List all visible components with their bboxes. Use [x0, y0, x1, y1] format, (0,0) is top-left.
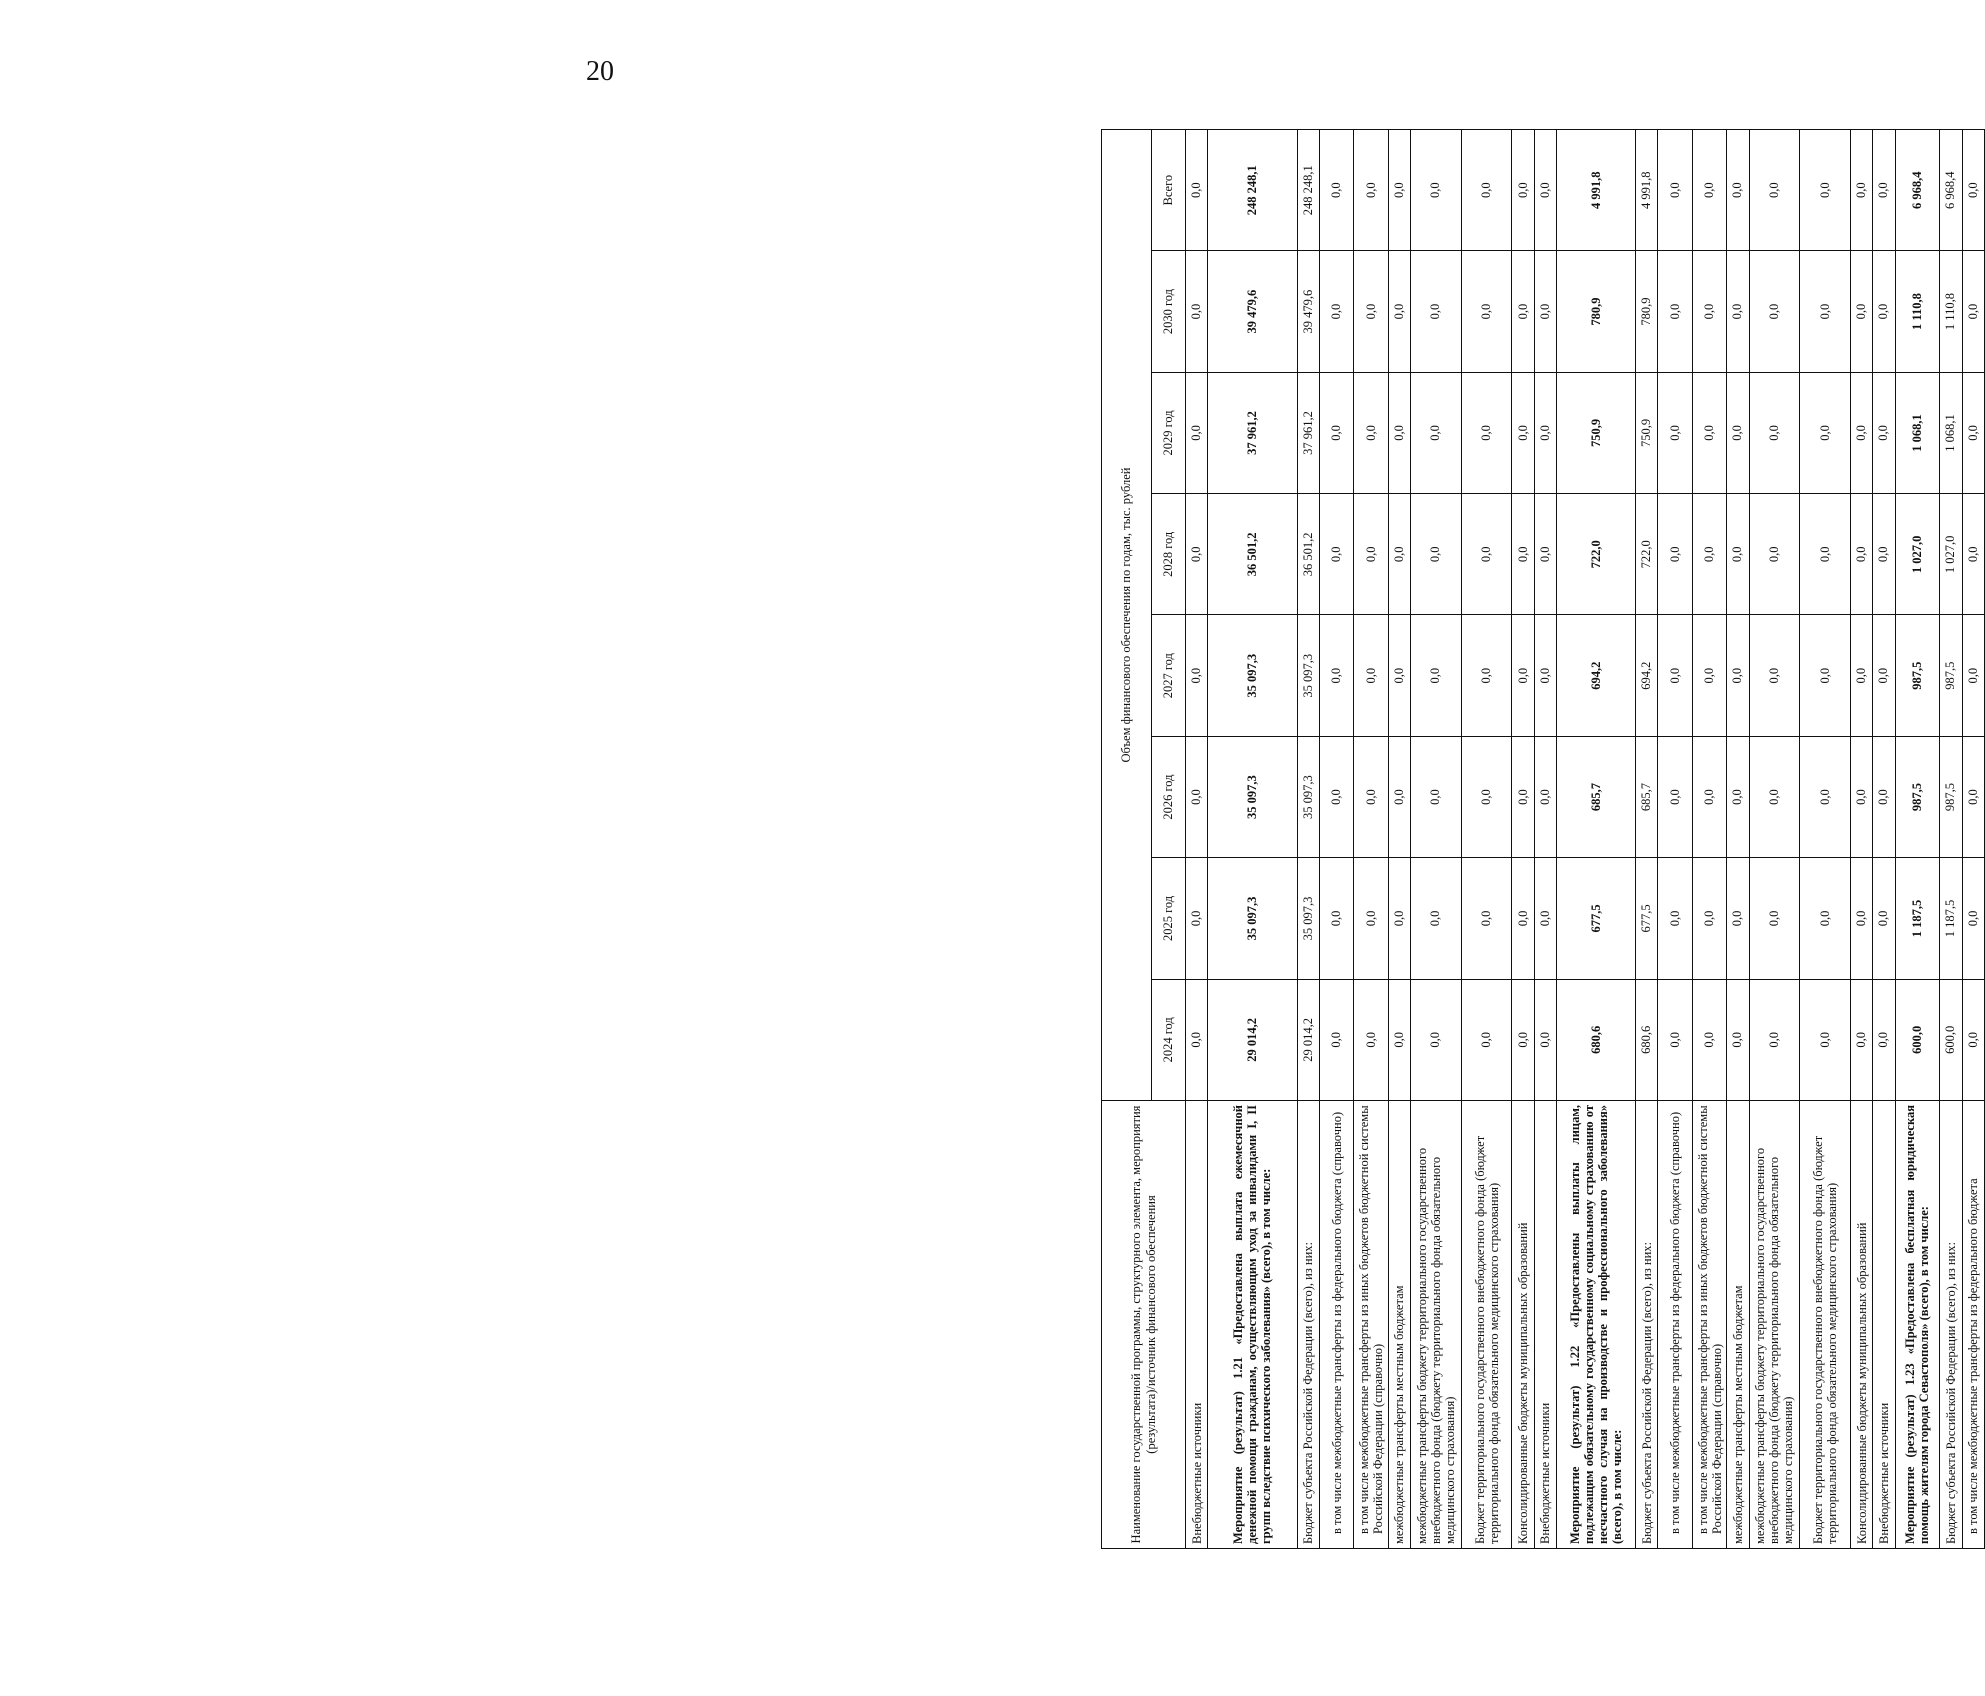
value-cell: 0,0 — [1461, 494, 1512, 615]
value-cell: 0,0 — [1411, 736, 1462, 857]
table-row — [1388, 130, 1410, 1549]
value-cell: 0,0 — [1186, 615, 1208, 736]
value-cell: 0,0 — [1354, 130, 1388, 251]
financing-table — [1101, 129, 1985, 1549]
value-cell: 1 068,1 — [1895, 372, 1940, 493]
value-cell: 0,0 — [1319, 736, 1353, 857]
header-year-7: Всего — [1152, 130, 1186, 251]
value-cell: 0,0 — [1851, 130, 1873, 251]
value-cell: 0,0 — [1851, 979, 1873, 1100]
value-cell: 750,9 — [1636, 372, 1658, 493]
table-row — [1319, 130, 1353, 1549]
row-label: в том числе межбюджетные трансферты из федерального бюджета — [1962, 1101, 1985, 1549]
value-cell: 0,0 — [1534, 615, 1556, 736]
value-cell: 0,0 — [1354, 372, 1388, 493]
row-label: Бюджет территориального государственного внебюджетного фонда (бюджет территориального фонда обязательного медицинского страхования) — [1800, 1101, 1851, 1549]
table-row — [1557, 130, 1636, 1549]
row-label: межбюджетные трансферты бюджету территориального государственного внебюджетного фонда (бюджету территориального фонда обязательного медицинского страхования) — [1749, 1101, 1800, 1549]
value-cell: 0,0 — [1749, 615, 1800, 736]
value-cell: 0,0 — [1727, 494, 1749, 615]
table-row — [1297, 130, 1319, 1549]
value-cell: 987,5 — [1940, 615, 1962, 736]
value-cell: 0,0 — [1186, 494, 1208, 615]
value-cell: 0,0 — [1658, 372, 1692, 493]
value-cell: 4 991,8 — [1636, 130, 1658, 251]
value-cell: 1 027,0 — [1895, 494, 1940, 615]
table-row — [1962, 130, 1985, 1549]
row-label: Консолидированные бюджеты муниципальных образований — [1851, 1101, 1873, 1549]
value-cell: 780,9 — [1636, 251, 1658, 372]
value-cell: 0,0 — [1186, 251, 1208, 372]
table-row — [1411, 130, 1462, 1549]
value-cell: 4 991,8 — [1557, 130, 1636, 251]
value-cell: 248 248,1 — [1297, 130, 1319, 251]
value-cell: 0,0 — [1186, 372, 1208, 493]
value-cell: 694,2 — [1557, 615, 1636, 736]
row-label: Мероприятие (результат) 1.22 «Предоставлены выплаты лицам, подлежащим обязательному государственному социальному страхованию от несчастного случая на производстве и профессионального заболевания» (всего), в том числе: — [1557, 1101, 1636, 1549]
value-cell: 0,0 — [1388, 858, 1410, 979]
value-cell: 600,0 — [1895, 979, 1940, 1100]
value-cell: 0,0 — [1411, 979, 1462, 1100]
value-cell: 0,0 — [1962, 858, 1985, 979]
value-cell: 36 501,2 — [1297, 494, 1319, 615]
value-cell: 0,0 — [1461, 736, 1512, 857]
value-cell: 0,0 — [1354, 494, 1388, 615]
header-name-column: Наименование государственной программы, структурного элемента, мероприятия (результата)/источник финансового обеспечения — [1102, 1101, 1186, 1549]
value-cell: 0,0 — [1461, 979, 1512, 1100]
value-cell: 0,0 — [1800, 736, 1851, 857]
value-cell: 6 968,4 — [1940, 130, 1962, 251]
value-cell: 0,0 — [1658, 130, 1692, 251]
table-row — [1851, 130, 1873, 1549]
value-cell: 0,0 — [1534, 372, 1556, 493]
value-cell: 677,5 — [1557, 858, 1636, 979]
value-cell: 29 014,2 — [1297, 979, 1319, 1100]
table-row — [1727, 130, 1749, 1549]
value-cell: 0,0 — [1727, 130, 1749, 251]
value-cell: 0,0 — [1461, 858, 1512, 979]
value-cell: 0,0 — [1692, 615, 1726, 736]
value-cell: 0,0 — [1319, 251, 1353, 372]
value-cell: 987,5 — [1940, 736, 1962, 857]
value-cell: 0,0 — [1534, 858, 1556, 979]
rotated-table-container — [1101, 129, 1985, 1549]
row-label: Консолидированные бюджеты муниципальных образований — [1512, 1101, 1534, 1549]
value-cell: 35 097,3 — [1297, 615, 1319, 736]
row-label: в том числе межбюджетные трансферты из федерального бюджета (справочно) — [1658, 1101, 1692, 1549]
value-cell: 0,0 — [1727, 372, 1749, 493]
value-cell: 0,0 — [1461, 130, 1512, 251]
header-year-6: 2030 год — [1152, 251, 1186, 372]
table-row — [1636, 130, 1658, 1549]
table-row — [1512, 130, 1534, 1549]
value-cell: 0,0 — [1354, 615, 1388, 736]
table-row — [1895, 130, 1940, 1549]
table-row — [1800, 130, 1851, 1549]
value-cell: 35 097,3 — [1208, 858, 1297, 979]
value-cell: 0,0 — [1411, 615, 1462, 736]
value-cell: 0,0 — [1873, 979, 1895, 1100]
header-funding-group: Объем финансового обеспечения по годам, тыс. рублей — [1102, 130, 1152, 1101]
value-cell: 1 187,5 — [1940, 858, 1962, 979]
value-cell: 0,0 — [1873, 615, 1895, 736]
value-cell: 0,0 — [1411, 858, 1462, 979]
value-cell: 0,0 — [1692, 251, 1726, 372]
value-cell: 0,0 — [1512, 615, 1534, 736]
value-cell: 680,6 — [1636, 979, 1658, 1100]
value-cell: 1 068,1 — [1940, 372, 1962, 493]
value-cell: 0,0 — [1727, 251, 1749, 372]
value-cell: 35 097,3 — [1297, 736, 1319, 857]
value-cell: 0,0 — [1692, 979, 1726, 1100]
value-cell: 0,0 — [1692, 858, 1726, 979]
value-cell: 0,0 — [1851, 736, 1873, 857]
value-cell: 0,0 — [1388, 372, 1410, 493]
row-label: Мероприятие (результат) 1.23 «Предоставлена бесплатная юридическая помощь жителям города Севастополя» (всего), в том числе: — [1895, 1101, 1940, 1549]
value-cell: 0,0 — [1461, 615, 1512, 736]
value-cell: 35 097,3 — [1297, 858, 1319, 979]
value-cell: 0,0 — [1319, 979, 1353, 1100]
value-cell: 0,0 — [1851, 494, 1873, 615]
value-cell: 0,0 — [1727, 736, 1749, 857]
value-cell: 0,0 — [1534, 736, 1556, 857]
value-cell: 722,0 — [1557, 494, 1636, 615]
value-cell: 0,0 — [1800, 494, 1851, 615]
value-cell: 0,0 — [1800, 615, 1851, 736]
value-cell: 0,0 — [1512, 979, 1534, 1100]
value-cell: 0,0 — [1512, 858, 1534, 979]
value-cell: 0,0 — [1800, 372, 1851, 493]
row-label: Бюджет субъекта Российской Федерации (всего), из них: — [1297, 1101, 1319, 1549]
value-cell: 0,0 — [1962, 615, 1985, 736]
value-cell: 0,0 — [1962, 736, 1985, 857]
value-cell: 0,0 — [1800, 251, 1851, 372]
value-cell: 0,0 — [1411, 494, 1462, 615]
value-cell: 35 097,3 — [1208, 736, 1297, 857]
value-cell: 0,0 — [1749, 858, 1800, 979]
value-cell: 29 014,2 — [1208, 979, 1297, 1100]
value-cell: 0,0 — [1319, 372, 1353, 493]
value-cell: 39 479,6 — [1208, 251, 1297, 372]
value-cell: 0,0 — [1186, 979, 1208, 1100]
value-cell: 722,0 — [1636, 494, 1658, 615]
value-cell: 0,0 — [1658, 615, 1692, 736]
row-label: Бюджет субъекта Российской Федерации (всего), из них: — [1940, 1101, 1962, 1549]
value-cell: 0,0 — [1658, 858, 1692, 979]
value-cell: 0,0 — [1658, 736, 1692, 857]
value-cell: 0,0 — [1749, 251, 1800, 372]
value-cell: 0,0 — [1388, 736, 1410, 857]
value-cell: 0,0 — [1800, 130, 1851, 251]
value-cell: 1 110,8 — [1895, 251, 1940, 372]
value-cell: 0,0 — [1411, 130, 1462, 251]
value-cell: 0,0 — [1873, 130, 1895, 251]
value-cell: 35 097,3 — [1208, 615, 1297, 736]
row-label: в том числе межбюджетные трансферты из иных бюджетов бюджетной системы Российской Федерации (справочно) — [1692, 1101, 1726, 1549]
value-cell: 0,0 — [1962, 979, 1985, 1100]
value-cell: 0,0 — [1186, 130, 1208, 251]
value-cell: 0,0 — [1692, 130, 1726, 251]
value-cell: 0,0 — [1354, 858, 1388, 979]
value-cell: 0,0 — [1851, 615, 1873, 736]
value-cell: 0,0 — [1512, 372, 1534, 493]
value-cell: 600,0 — [1940, 979, 1962, 1100]
value-cell: 0,0 — [1319, 615, 1353, 736]
value-cell: 0,0 — [1727, 615, 1749, 736]
value-cell: 0,0 — [1388, 251, 1410, 372]
value-cell: 0,0 — [1319, 858, 1353, 979]
row-label: в том числе межбюджетные трансферты из иных бюджетов бюджетной системы Российской Федерации (справочно) — [1354, 1101, 1388, 1549]
value-cell: 0,0 — [1186, 736, 1208, 857]
value-cell: 0,0 — [1411, 372, 1462, 493]
table-row — [1749, 130, 1800, 1549]
row-label: межбюджетные трансферты местным бюджетам — [1727, 1101, 1749, 1549]
value-cell: 6 968,4 — [1895, 130, 1940, 251]
value-cell: 0,0 — [1800, 979, 1851, 1100]
table-row — [1940, 130, 1962, 1549]
value-cell: 0,0 — [1873, 858, 1895, 979]
value-cell: 0,0 — [1851, 372, 1873, 493]
value-cell: 1 027,0 — [1940, 494, 1962, 615]
table-row — [1461, 130, 1512, 1549]
header-year-5: 2029 год — [1152, 372, 1186, 493]
row-label: в том числе межбюджетные трансферты из федерального бюджета (справочно) — [1319, 1101, 1353, 1549]
row-label: межбюджетные трансферты бюджету территориального государственного внебюджетного фонда (бюджету территориального фонда обязательного медицинского страхования) — [1411, 1101, 1462, 1549]
row-label: Мероприятие (результат) 1.21 «Предоставлена выплата ежемесячной денежной помощи гражданам, осуществляющим уход за инвалидами I, II групп вследствие психического заболевания» (всего), в том числе: — [1208, 1101, 1297, 1549]
value-cell: 0,0 — [1534, 130, 1556, 251]
value-cell: 0,0 — [1658, 979, 1692, 1100]
value-cell: 248 248,1 — [1208, 130, 1297, 251]
value-cell: 0,0 — [1658, 494, 1692, 615]
value-cell: 0,0 — [1749, 130, 1800, 251]
value-cell: 0,0 — [1873, 372, 1895, 493]
value-cell: 987,5 — [1895, 615, 1940, 736]
value-cell: 677,5 — [1636, 858, 1658, 979]
value-cell: 694,2 — [1636, 615, 1658, 736]
table-row — [1534, 130, 1556, 1549]
value-cell: 0,0 — [1851, 858, 1873, 979]
row-label: Внебюджетные источники — [1186, 1101, 1208, 1549]
value-cell: 0,0 — [1749, 979, 1800, 1100]
value-cell: 0,0 — [1727, 858, 1749, 979]
value-cell: 1 187,5 — [1895, 858, 1940, 979]
value-cell: 0,0 — [1512, 736, 1534, 857]
value-cell: 0,0 — [1461, 372, 1512, 493]
value-cell: 0,0 — [1851, 251, 1873, 372]
value-cell: 0,0 — [1388, 615, 1410, 736]
page-number: 20 — [586, 56, 614, 87]
value-cell: 0,0 — [1319, 494, 1353, 615]
row-label: Внебюджетные источники — [1873, 1101, 1895, 1549]
value-cell: 37 961,2 — [1297, 372, 1319, 493]
value-cell: 0,0 — [1319, 130, 1353, 251]
table-row — [1658, 130, 1692, 1549]
value-cell: 0,0 — [1873, 251, 1895, 372]
header-year-4: 2028 год — [1152, 494, 1186, 615]
value-cell: 0,0 — [1512, 494, 1534, 615]
value-cell: 0,0 — [1692, 736, 1726, 857]
table-row — [1354, 130, 1388, 1549]
value-cell: 37 961,2 — [1208, 372, 1297, 493]
table-row — [1186, 130, 1208, 1549]
row-label: межбюджетные трансферты местным бюджетам — [1388, 1101, 1410, 1549]
value-cell: 685,7 — [1557, 736, 1636, 857]
value-cell: 0,0 — [1749, 736, 1800, 857]
value-cell: 0,0 — [1727, 979, 1749, 1100]
header-year-1: 2025 год — [1152, 858, 1186, 979]
table-row — [1208, 130, 1297, 1549]
value-cell: 750,9 — [1557, 372, 1636, 493]
value-cell: 0,0 — [1749, 372, 1800, 493]
value-cell: 0,0 — [1962, 130, 1985, 251]
table-row — [1873, 130, 1895, 1549]
value-cell: 0,0 — [1692, 494, 1726, 615]
value-cell: 0,0 — [1534, 251, 1556, 372]
value-cell: 0,0 — [1388, 130, 1410, 251]
value-cell: 0,0 — [1800, 858, 1851, 979]
value-cell: 0,0 — [1534, 494, 1556, 615]
row-label: Внебюджетные источники — [1534, 1101, 1556, 1549]
value-cell: 0,0 — [1411, 251, 1462, 372]
value-cell: 0,0 — [1461, 251, 1512, 372]
value-cell: 987,5 — [1895, 736, 1940, 857]
row-label: Бюджет субъекта Российской Федерации (всего), из них: — [1636, 1101, 1658, 1549]
value-cell: 0,0 — [1354, 251, 1388, 372]
value-cell: 0,0 — [1749, 494, 1800, 615]
header-year-0: 2024 год — [1152, 979, 1186, 1100]
value-cell: 1 110,8 — [1940, 251, 1962, 372]
value-cell: 680,6 — [1557, 979, 1636, 1100]
value-cell: 0,0 — [1354, 979, 1388, 1100]
table-row — [1692, 130, 1726, 1549]
header-year-2: 2026 год — [1152, 736, 1186, 857]
value-cell: 0,0 — [1512, 130, 1534, 251]
value-cell: 39 479,6 — [1297, 251, 1319, 372]
value-cell: 0,0 — [1658, 251, 1692, 372]
value-cell: 36 501,2 — [1208, 494, 1297, 615]
value-cell: 0,0 — [1962, 494, 1985, 615]
value-cell: 0,0 — [1962, 251, 1985, 372]
value-cell: 0,0 — [1962, 372, 1985, 493]
value-cell: 0,0 — [1388, 494, 1410, 615]
value-cell: 0,0 — [1873, 494, 1895, 615]
row-label: Бюджет территориального государственного внебюджетного фонда (бюджет территориального фонда обязательного медицинского страхования) — [1461, 1101, 1512, 1549]
value-cell: 780,9 — [1557, 251, 1636, 372]
value-cell: 0,0 — [1354, 736, 1388, 857]
value-cell: 0,0 — [1388, 979, 1410, 1100]
value-cell: 0,0 — [1512, 251, 1534, 372]
value-cell: 0,0 — [1186, 858, 1208, 979]
value-cell: 685,7 — [1636, 736, 1658, 857]
value-cell: 0,0 — [1873, 736, 1895, 857]
value-cell: 0,0 — [1692, 372, 1726, 493]
header-year-3: 2027 год — [1152, 615, 1186, 736]
value-cell: 0,0 — [1534, 979, 1556, 1100]
